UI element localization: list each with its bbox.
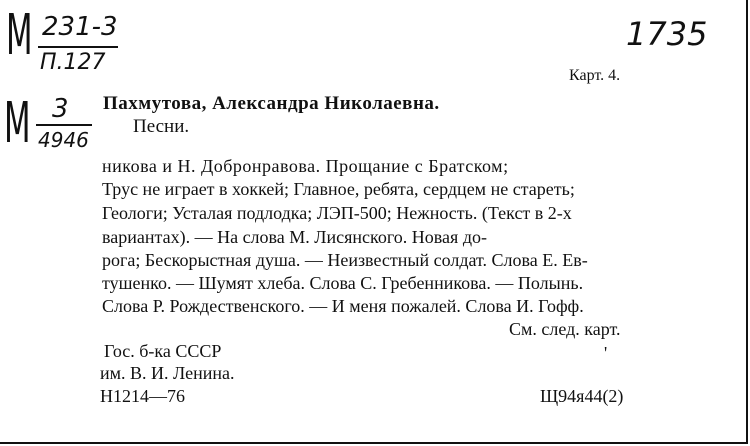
body-line-7: Слова Р. Рождественского. — И меня пожалей. Слова И. Гофф. — [102, 296, 584, 316]
library-line-1: Гос. б-ка СССР — [104, 341, 222, 361]
shelf-mark-1-bottom: П.127 — [40, 50, 106, 75]
order-number: Щ94я44(2) — [540, 386, 624, 406]
body-line-5: рога; Бескорыстная душа. — Неизвестный солдат. Слова Е. Ев- — [102, 250, 588, 270]
see-next-card: См. след. карт. — [509, 319, 621, 339]
library-line-2: им. В. И. Ленина. — [100, 363, 235, 383]
shelf-mark-2-letter: М — [4, 91, 31, 156]
shelf-mark-1-line — [38, 46, 118, 48]
body-line-4: вариантах). — На слова М. Лисянского. Новая до- — [102, 227, 487, 247]
handwritten-number: 1735 — [626, 15, 708, 53]
stray-mark: ' — [604, 343, 608, 363]
shelf-mark-1-letter: М — [6, 3, 33, 68]
body-line-1: никова и Н. Добронравова. Прощание с Братском; — [102, 156, 509, 176]
catalog-number: Н1214—76 — [100, 386, 185, 406]
card-label: Карт. 4. — [569, 67, 621, 84]
title: Песни. — [133, 116, 190, 137]
shelf-mark-2-top: 3 — [52, 94, 69, 124]
shelf-mark-2-line — [36, 124, 92, 126]
body-line-6: тушенко. — Шумят хлеба. Слова С. Гребенникова. — Полынь. — [102, 273, 584, 293]
body-line-2: Трус не играет в хоккей; Главное, ребята, сердцем не стареть; — [102, 179, 575, 199]
shelf-mark-2-bottom: 4946 — [38, 128, 89, 152]
body-line-3: Геологи; Усталая подлодка; ЛЭП-500; Нежность. (Текст в 2-х — [102, 203, 572, 223]
shelf-mark-1-top: 231-3 — [42, 12, 118, 42]
author-heading: Пахмутова, Александра Николаевна. — [103, 93, 440, 114]
